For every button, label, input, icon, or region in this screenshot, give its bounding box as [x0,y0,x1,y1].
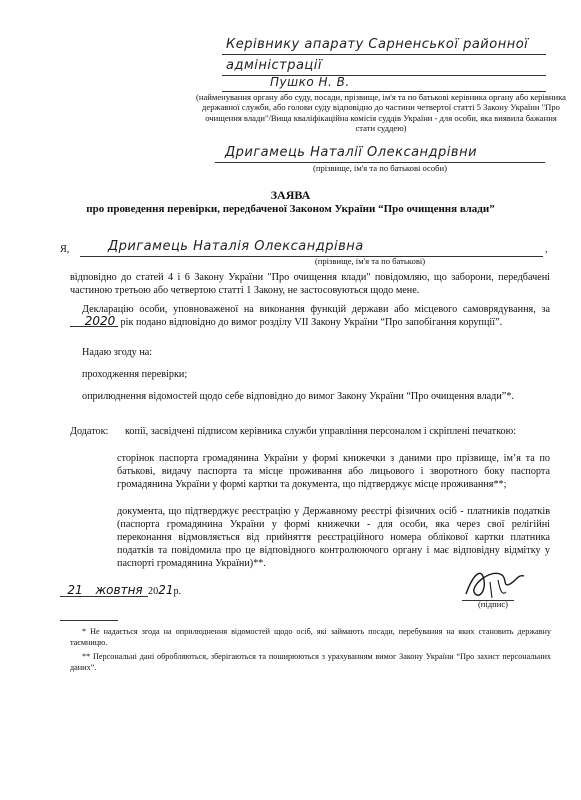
footnote-2: ** Персональні дані обробляються, зберігаються та поширюються з урахуванням вимог Закону України “Про захист персональних даних”. [70,652,551,672]
date-year-suffix: 21 [158,583,174,597]
consent-heading: Надаю згоду на: [82,347,153,358]
declaration-part-1: Декларацію особи, уповноваженої на виконання функцій держави або місцевого самоврядування, за [82,304,550,315]
i-caption: (прізвище, ім'я та по батькові) [314,256,426,266]
document-subtitle: про проведення перевірки, передбаченої Законом України “Про очищення влади” [86,203,495,215]
declaration-part-2: рік подано відповідно до вимог розділу VII Закону України “Про запобігання корупції”. [120,317,503,329]
addressee-line-1 [222,54,546,55]
footnote-separator [60,620,118,621]
paragraph-declaration [70,303,550,329]
paragraph-prohibitions: відповідно до статей 4 і 6 Закону України "Про очищення влади" повідомляю, що заборони, передбачені частиною третьою або четвертою статті 1 Закону, не застосовуються щодо мене. [70,272,550,297]
date-line [60,583,181,598]
attachment-item-passport: сторінок паспорта громадянина України у формі книжечки з даними про прізвище, ім’я та по батькові, видачу паспорта та місце проживання або лицьового і зворотного боку паспорта громадянина України у формі картки та документа, що підтверджує місце проживання**; [117,453,550,491]
addressee-handwritten-line-1: Керівнику апарату Сарненської районної [226,37,529,52]
consent-item-publish: оприлюднення відомостей щодо себе відповідно до вимог Закону України “Про очищення влади”*. [82,391,514,402]
attachments-intro: копії, засвідчені підписом керівника служби управління персоналом і скріплені печаткою: [125,426,517,437]
addressee-caption: (найменування органу або суду, посади, прізвище, ім'я та по батькові керівника органу або керівника державної служби, або голови суду відповідно до частини четвертої статті 5 Закону України "Про очищення влади"/Вища кваліфікаційна комісія суддів України - для особи, яка виявила бажання стати суддею) [196,92,566,134]
addressee-handwritten-line-2: адміністрації [226,58,322,73]
footnote-1: * Не надається згода на оприлюднення відомостей щодо осіб, які займають посади, перебування на яких становить державну таємницю. [70,627,551,647]
document-title: ЗАЯВА [270,188,311,202]
attachments-label: Додаток: [70,426,109,437]
signature-caption: (підпис) [477,599,509,609]
date-year-prefix: 20 [148,586,159,597]
consent-item-check: проходження перевірки; [82,369,188,380]
i-comma: , [545,244,548,255]
date-suffix: р. [173,586,182,597]
date-month: жовтня [90,585,148,597]
i-label: Я, [60,244,70,255]
i-handwritten-name: Дригамець Наталія Олександрівна [108,239,364,254]
date-day: 21 [60,585,90,597]
applicant-caption: (прізвище, ім'я та по батькові особи) [313,163,447,173]
applicant-handwritten-name: Дригамець Наталії Олександрівни [225,145,478,160]
addressee-handwritten-name: Пушко Н. В. [270,75,350,89]
declaration-year: 2020 [70,316,118,327]
signature-mark [460,562,530,604]
attachment-item-tax: документа, що підтверджує реєстрацію у Державному реєстрі фізичних осіб - платників податків (паспорта громадянина України у формі книжечки - для особи, яка через свої релігійні переконання відмовляється від прийняття реєстраційного номера облікової картки платника податків та повідомила про це відповідного контролюючого органу і має відповідну відмітку у паспорті громадянина України)**. [117,506,550,570]
